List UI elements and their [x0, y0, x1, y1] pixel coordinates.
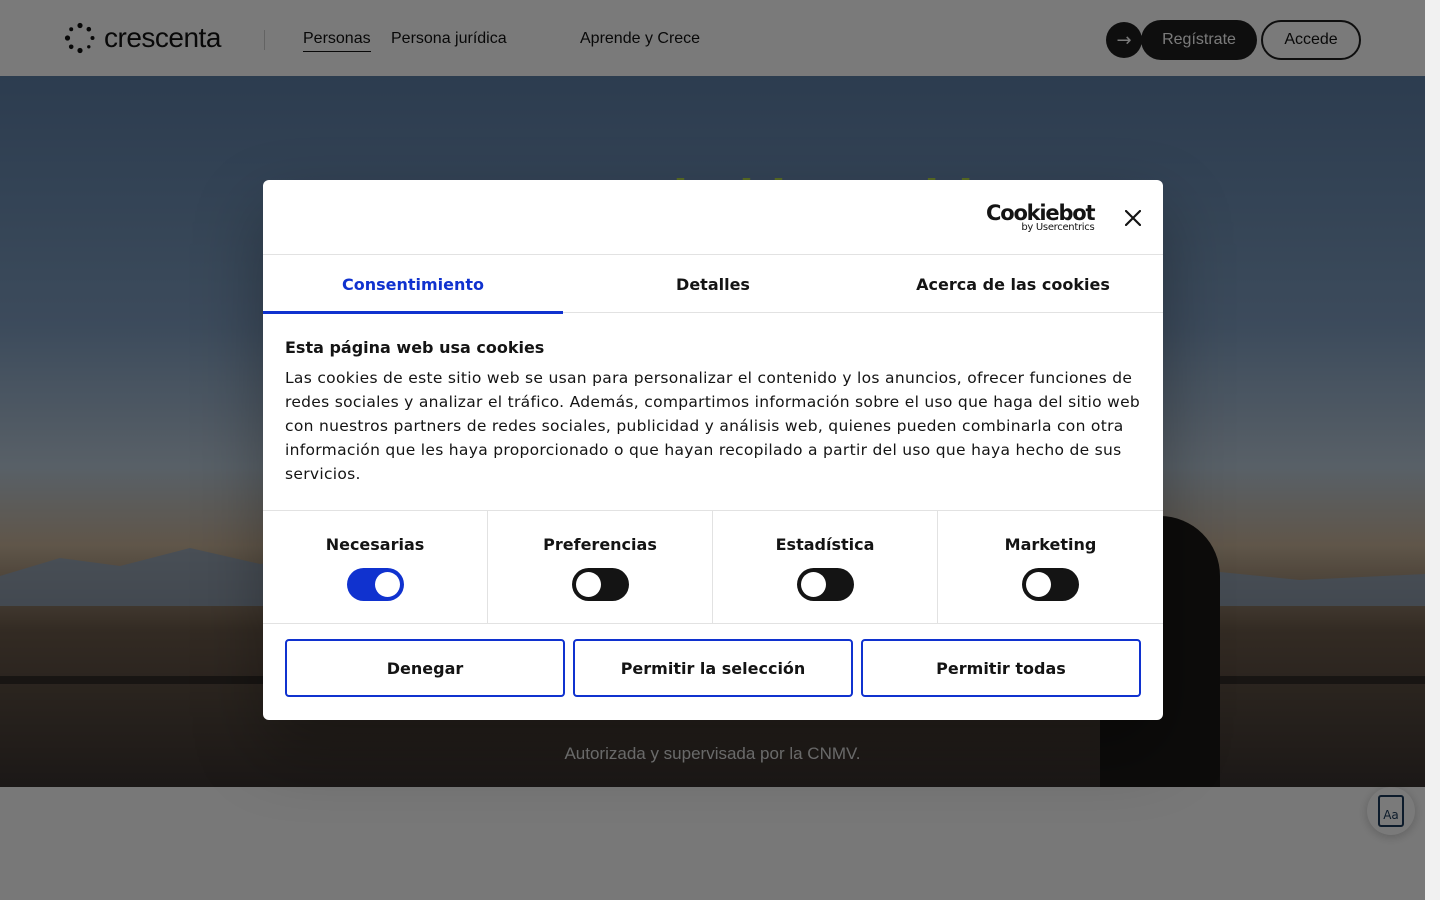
tab-detalles[interactable]: Detalles [676, 274, 750, 294]
toggle-label-necesarias: Necesarias [325, 535, 425, 554]
cookiebot-logo [986, 202, 1094, 233]
tab-acerca-de-las-cookies[interactable]: Acerca de las cookies [916, 274, 1110, 294]
toggle-cell-marketing [938, 511, 1163, 623]
toggle-knob [801, 572, 826, 597]
dialog-body-text: Las cookies de este sitio web se usan para personalizar el contenido y los anuncios, ofrecer funciones de redes sociales y analizar el tráfico. Además, compartimos información sobre el uso que haga del sitio web con nuestros partners de redes sociales, publicidad y análisis web, quienes pueden combinarla con otra información que les haya proporcionado o que hayan recopilado a partir del uso que haya hecho de sus servicios. [285, 369, 1141, 483]
toggle-label-estadistica: Estadística [775, 535, 875, 554]
cookiebot-logo-text: Cookiebot [986, 201, 1095, 225]
toggle-knob [375, 572, 400, 597]
cookie-consent-dialog [263, 180, 1163, 720]
dialog-header [263, 180, 1163, 255]
dialog-tabs [263, 255, 1163, 313]
consent-toggles [263, 510, 1163, 624]
toggle-cell-estadistica [713, 511, 938, 623]
toggle-cell-preferencias [488, 511, 713, 623]
cookiebot-logo-subtext: by Usercentrics [1021, 222, 1095, 233]
toggle-cell-necesarias [263, 511, 488, 623]
toggle-label-marketing: Marketing [1004, 535, 1097, 554]
dialog-actions [285, 639, 1141, 697]
toggle-label-preferencias: Preferencias [543, 535, 657, 554]
toggle-estadistica[interactable] [797, 568, 854, 601]
close-button[interactable] [1121, 206, 1145, 230]
toggle-marketing[interactable] [1022, 568, 1079, 601]
toggle-knob [576, 572, 601, 597]
toggle-preferencias[interactable] [572, 568, 629, 601]
allow-all-button[interactable]: Permitir todas [861, 639, 1141, 697]
scrollbar[interactable] [1425, 0, 1440, 900]
dialog-heading: Esta página web usa cookies [285, 338, 545, 357]
tab-consentimiento[interactable]: Consentimiento [263, 255, 563, 313]
toggle-knob [1026, 572, 1051, 597]
close-icon [1125, 210, 1141, 226]
toggle-necesarias[interactable] [347, 568, 404, 601]
deny-button[interactable]: Denegar [285, 639, 565, 697]
allow-selection-button[interactable]: Permitir la selección [573, 639, 853, 697]
